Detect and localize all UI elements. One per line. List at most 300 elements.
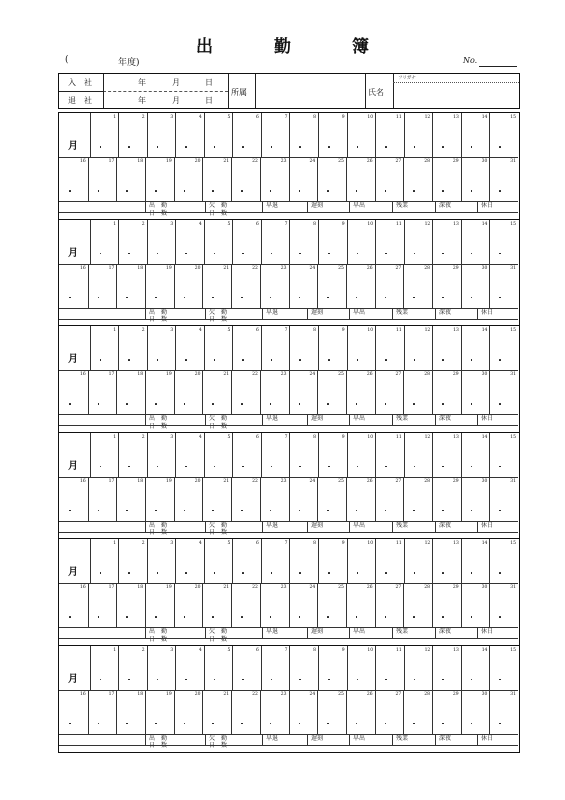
- day-col-divider: [347, 220, 348, 264]
- day-cell-dot[interactable]: [69, 190, 71, 192]
- day-cell-dot[interactable]: [299, 403, 301, 405]
- day-col-divider: [232, 113, 233, 157]
- day-col-divider: [204, 646, 205, 690]
- day-cell-dot[interactable]: [128, 466, 130, 468]
- day-cell-dot[interactable]: [185, 146, 187, 148]
- day-number: 1: [113, 647, 117, 653]
- day-number: 11: [395, 221, 402, 227]
- day-cell-dot[interactable]: [214, 679, 216, 681]
- day-cell-dot[interactable]: [356, 403, 358, 405]
- day-cell-dot[interactable]: [327, 403, 329, 405]
- day-number: 7: [284, 115, 288, 120]
- day-cell-dot[interactable]: [241, 403, 243, 405]
- day-cell-dot[interactable]: [126, 723, 128, 725]
- day-cell-dot[interactable]: [270, 616, 272, 618]
- day-cell-dot[interactable]: [157, 146, 159, 148]
- day-number: 3: [170, 647, 174, 653]
- day-number: 20: [194, 159, 201, 164]
- day-col-divider: [118, 433, 119, 477]
- day-cell-dot[interactable]: [499, 723, 501, 725]
- day-cell-dot[interactable]: [157, 359, 159, 361]
- day-cell-dot[interactable]: [385, 510, 387, 512]
- day-cell-dot[interactable]: [185, 359, 187, 361]
- day-col-divider: [204, 113, 205, 157]
- day-number: 5: [227, 541, 231, 546]
- day-cell-dot[interactable]: [442, 466, 444, 468]
- day-cell-dot[interactable]: [184, 510, 186, 512]
- day-number: 28: [424, 478, 430, 484]
- summary-label-holiday: 休日: [481, 734, 494, 742]
- day-col-divider: [346, 583, 347, 627]
- day-cell-dot[interactable]: [356, 510, 358, 512]
- day-cell-dot[interactable]: [499, 297, 501, 299]
- day-cell-dot[interactable]: [328, 572, 330, 574]
- day-cell-dot[interactable]: [299, 146, 301, 148]
- day-number: 26: [366, 691, 373, 697]
- day-col-divider: [489, 433, 490, 477]
- summary-col-divider: [477, 627, 478, 638]
- day-cell-dot[interactable]: [471, 510, 473, 512]
- day-cell-dot[interactable]: [157, 572, 159, 574]
- day-cell-dot[interactable]: [442, 190, 444, 192]
- day-cell-dot[interactable]: [499, 572, 501, 574]
- day-cell-dot[interactable]: [212, 616, 214, 618]
- day-cell-dot[interactable]: [299, 297, 301, 299]
- month-label: 月: [68, 141, 78, 152]
- day-col-divider: [202, 370, 203, 414]
- day-cell-dot[interactable]: [271, 359, 273, 361]
- leave-month-label: 月: [172, 96, 180, 105]
- day-cell-dot[interactable]: [98, 190, 100, 192]
- day-cell-dot[interactable]: [214, 359, 216, 361]
- day-cell-dot[interactable]: [69, 403, 71, 405]
- day-col-divider: [204, 433, 205, 477]
- year-label: 年度): [118, 58, 140, 68]
- day-cell-dot[interactable]: [442, 572, 444, 574]
- day-cell-dot[interactable]: [69, 510, 71, 512]
- summary-col-divider: [205, 734, 206, 745]
- day-number: 10: [367, 647, 374, 653]
- day-col-divider: [375, 113, 376, 157]
- day-col-divider: [346, 157, 347, 201]
- furigana-divider: [393, 82, 519, 83]
- day-cell-dot[interactable]: [385, 403, 387, 405]
- day-cell-dot[interactable]: [328, 359, 330, 361]
- day-cell-dot[interactable]: [357, 466, 359, 468]
- day-cell-dot[interactable]: [100, 679, 102, 681]
- day-number: 30: [481, 478, 488, 484]
- summary-label-late: 遅刻: [311, 628, 324, 635]
- day-number: 13: [453, 221, 459, 227]
- day-cell-dot[interactable]: [442, 403, 444, 405]
- day-number: 14: [481, 541, 488, 546]
- summary-col-divider: [145, 627, 146, 638]
- day-cell-dot[interactable]: [414, 679, 416, 681]
- day-number: 13: [453, 115, 459, 120]
- day-cell-dot[interactable]: [242, 679, 244, 681]
- day-col-divider: [175, 433, 176, 477]
- day-cell-dot[interactable]: [299, 572, 301, 574]
- day-cell-dot[interactable]: [100, 146, 102, 148]
- day-number: 15: [510, 434, 516, 440]
- day-number: 9: [341, 328, 345, 333]
- day-col-divider: [403, 583, 404, 627]
- day-cell-dot[interactable]: [357, 359, 359, 361]
- day-number: 6: [256, 115, 259, 120]
- summary-label-early-leave: 早退: [266, 628, 279, 635]
- day-number: 13: [453, 328, 459, 333]
- day-cell-dot[interactable]: [212, 723, 214, 725]
- day-col-divider: [289, 220, 290, 264]
- day-cell-dot[interactable]: [242, 253, 244, 255]
- day-cell-dot[interactable]: [328, 679, 330, 681]
- day-cell-dot[interactable]: [128, 359, 130, 361]
- day-cell-dot[interactable]: [328, 253, 330, 255]
- day-cell-dot[interactable]: [126, 297, 128, 299]
- day-number: 15: [510, 115, 516, 120]
- day-cell-dot[interactable]: [69, 616, 71, 618]
- day-number: 6: [256, 221, 259, 227]
- summary-row-divider: [59, 745, 518, 746]
- day-cell-dot[interactable]: [271, 466, 273, 468]
- day-col-divider: [261, 539, 262, 583]
- day-cell-dot[interactable]: [413, 616, 415, 618]
- day-col-divider: [432, 370, 433, 414]
- day-cell-dot[interactable]: [270, 723, 272, 725]
- day-cell-dot[interactable]: [241, 510, 243, 512]
- day-cell-dot[interactable]: [442, 679, 444, 681]
- day-cell-dot[interactable]: [357, 253, 359, 255]
- day-cell-dot[interactable]: [356, 723, 358, 725]
- day-number: 1: [113, 115, 117, 120]
- day-col-divider: [116, 157, 117, 201]
- day-cell-dot[interactable]: [128, 572, 130, 574]
- page-title: 出 勤 簿: [196, 37, 391, 57]
- day-cell-dot[interactable]: [357, 679, 359, 681]
- day-cell-dot[interactable]: [413, 403, 415, 405]
- day-col-divider: [147, 326, 148, 370]
- day-cell-dot[interactable]: [271, 679, 273, 681]
- day-cell-dot[interactable]: [385, 466, 387, 468]
- day-col-divider: [375, 539, 376, 583]
- day-cell-dot[interactable]: [471, 253, 473, 255]
- day-cell-dot[interactable]: [414, 253, 416, 255]
- day-number: 11: [395, 647, 402, 653]
- day-col-divider: [461, 690, 462, 734]
- day-col-divider: [317, 370, 318, 414]
- day-cell-dot[interactable]: [126, 403, 128, 405]
- day-col-divider: [404, 646, 405, 690]
- day-cell-dot[interactable]: [414, 572, 416, 574]
- day-cell-dot[interactable]: [241, 723, 243, 725]
- day-number: 19: [166, 265, 172, 271]
- day-cell-dot[interactable]: [241, 616, 243, 618]
- day-cell-dot[interactable]: [98, 616, 100, 618]
- day-cell-dot[interactable]: [327, 510, 329, 512]
- summary-label-attend: 出 勤 日 数: [149, 521, 168, 536]
- day-cell-dot[interactable]: [69, 723, 71, 725]
- day-number: 18: [137, 372, 144, 377]
- day-cell-dot[interactable]: [69, 297, 71, 299]
- day-cell-dot[interactable]: [442, 723, 444, 725]
- summary-col-divider: [392, 414, 393, 425]
- day-cell-dot[interactable]: [212, 403, 214, 405]
- day-cell-dot[interactable]: [299, 466, 301, 468]
- day-cell-dot[interactable]: [499, 679, 501, 681]
- day-cell-dot[interactable]: [157, 466, 159, 468]
- day-cell-dot[interactable]: [271, 572, 273, 574]
- day-cell-dot[interactable]: [299, 359, 301, 361]
- day-cell-dot[interactable]: [100, 359, 102, 361]
- summary-col-divider: [392, 734, 393, 745]
- day-cell-dot[interactable]: [442, 616, 444, 618]
- info-divider: [393, 74, 394, 108]
- day-cell-dot[interactable]: [184, 723, 186, 725]
- day-col-divider: [318, 326, 319, 370]
- day-number: 29: [452, 265, 459, 271]
- summary-label-late: 遅刻: [311, 202, 324, 209]
- day-number: 17: [108, 585, 115, 590]
- day-number: 2: [141, 541, 145, 546]
- day-number: 10: [367, 221, 374, 227]
- day-cell-dot[interactable]: [128, 253, 130, 255]
- day-cell-dot[interactable]: [385, 723, 387, 725]
- day-cell-dot[interactable]: [327, 190, 329, 192]
- day-cell-dot[interactable]: [155, 723, 157, 725]
- day-cell-dot[interactable]: [471, 572, 473, 574]
- day-number: 27: [395, 691, 402, 697]
- day-cell-dot[interactable]: [299, 510, 301, 512]
- day-cell-dot[interactable]: [100, 253, 102, 255]
- day-cell-dot[interactable]: [413, 297, 415, 299]
- summary-col-divider: [392, 308, 393, 319]
- day-cell-dot[interactable]: [270, 403, 272, 405]
- day-number: 13: [453, 647, 459, 653]
- day-cell-dot[interactable]: [327, 723, 329, 725]
- day-cell-dot[interactable]: [100, 466, 102, 468]
- day-cell-dot[interactable]: [442, 297, 444, 299]
- day-cell-dot[interactable]: [442, 146, 444, 148]
- day-cell-dot[interactable]: [155, 297, 157, 299]
- day-number: 12: [424, 541, 431, 546]
- day-cell-dot[interactable]: [471, 146, 473, 148]
- number-label: No.: [463, 56, 478, 65]
- day-cell-dot[interactable]: [242, 146, 244, 148]
- day-cell-dot[interactable]: [299, 723, 301, 725]
- day-cell-dot[interactable]: [128, 146, 130, 148]
- day-col-divider: [260, 477, 261, 521]
- day-number: 25: [338, 691, 344, 697]
- day-cell-dot[interactable]: [155, 403, 157, 405]
- day-cell-dot[interactable]: [214, 253, 216, 255]
- day-cell-dot[interactable]: [357, 146, 359, 148]
- day-cell-dot[interactable]: [357, 572, 359, 574]
- day-cell-dot[interactable]: [385, 253, 387, 255]
- day-number: 21: [223, 478, 230, 484]
- day-cell-dot[interactable]: [184, 190, 186, 192]
- day-cell-dot[interactable]: [184, 616, 186, 618]
- day-number: 18: [137, 265, 144, 271]
- day-cell-dot[interactable]: [471, 297, 473, 299]
- day-cell-dot[interactable]: [413, 723, 415, 725]
- day-cell-dot[interactable]: [413, 190, 415, 192]
- day-cell-dot[interactable]: [414, 146, 416, 148]
- day-cell-dot[interactable]: [442, 510, 444, 512]
- day-cell-dot[interactable]: [184, 403, 186, 405]
- day-number: 17: [108, 265, 115, 271]
- day-col-divider: [261, 433, 262, 477]
- day-number: 23: [280, 478, 287, 484]
- day-cell-dot[interactable]: [499, 146, 501, 148]
- day-col-divider: [289, 646, 290, 690]
- day-number: 2: [141, 647, 145, 653]
- day-cell-dot[interactable]: [98, 403, 100, 405]
- day-cell-dot[interactable]: [471, 723, 473, 725]
- day-col-divider: [346, 690, 347, 734]
- day-cell-dot[interactable]: [356, 190, 358, 192]
- day-number: 10: [367, 434, 374, 440]
- day-cell-dot[interactable]: [385, 679, 387, 681]
- day-cell-dot[interactable]: [185, 466, 187, 468]
- day-cell-dot[interactable]: [212, 297, 214, 299]
- day-cell-dot[interactable]: [98, 297, 100, 299]
- day-cell-dot[interactable]: [385, 359, 387, 361]
- day-col-divider: [232, 433, 233, 477]
- day-cell-dot[interactable]: [214, 146, 216, 148]
- day-cell-dot[interactable]: [385, 572, 387, 574]
- day-cell-dot[interactable]: [299, 253, 301, 255]
- day-cell-dot[interactable]: [499, 616, 501, 618]
- day-col-divider: [375, 157, 376, 201]
- day-cell-dot[interactable]: [271, 146, 273, 148]
- day-number: 31: [510, 372, 516, 377]
- day-col-divider: [461, 646, 462, 690]
- day-col-divider: [432, 113, 433, 157]
- day-cell-dot[interactable]: [128, 679, 130, 681]
- month-label: 月: [68, 247, 78, 259]
- day-cell-dot[interactable]: [499, 510, 501, 512]
- day-col-divider: [432, 583, 433, 627]
- day-col-divider: [375, 433, 376, 477]
- day-col-divider: [204, 220, 205, 264]
- day-cell-dot[interactable]: [185, 572, 187, 574]
- day-cell-dot[interactable]: [242, 359, 244, 361]
- day-cell-dot[interactable]: [155, 616, 157, 618]
- day-cell-dot[interactable]: [241, 190, 243, 192]
- day-cell-dot[interactable]: [299, 190, 301, 192]
- day-cell-dot[interactable]: [328, 466, 330, 468]
- day-cell-dot[interactable]: [499, 466, 501, 468]
- month-label: 月: [68, 460, 78, 472]
- day-col-divider: [174, 264, 175, 308]
- day-cell-dot[interactable]: [442, 253, 444, 255]
- day-cell-dot[interactable]: [271, 253, 273, 255]
- summary-row-divider: [59, 319, 518, 320]
- day-cell-dot[interactable]: [98, 510, 100, 512]
- day-cell-dot[interactable]: [385, 297, 387, 299]
- day-cell-dot[interactable]: [328, 146, 330, 148]
- day-cell-dot[interactable]: [214, 466, 216, 468]
- day-cell-dot[interactable]: [413, 510, 415, 512]
- day-cell-dot[interactable]: [471, 466, 473, 468]
- day-cell-dot[interactable]: [126, 616, 128, 618]
- day-col-divider: [317, 157, 318, 201]
- day-cell-dot[interactable]: [414, 359, 416, 361]
- day-cell-dot[interactable]: [385, 190, 387, 192]
- day-cell-dot[interactable]: [184, 297, 186, 299]
- day-cell-dot[interactable]: [385, 616, 387, 618]
- day-cell-dot[interactable]: [157, 679, 159, 681]
- day-col-divider: [289, 539, 290, 583]
- day-cell-dot[interactable]: [242, 572, 244, 574]
- day-cell-dot[interactable]: [242, 466, 244, 468]
- day-col-divider: [232, 539, 233, 583]
- day-cell-dot[interactable]: [471, 359, 473, 361]
- day-cell-dot[interactable]: [155, 510, 157, 512]
- day-col-divider: [403, 477, 404, 521]
- day-number: 3: [170, 434, 174, 440]
- day-cell-dot[interactable]: [185, 679, 187, 681]
- day-cell-dot[interactable]: [212, 510, 214, 512]
- day-col-divider: [232, 326, 233, 370]
- day-cell-dot[interactable]: [270, 510, 272, 512]
- day-cell-dot[interactable]: [499, 359, 501, 361]
- day-number: 14: [481, 647, 488, 653]
- day-cell-dot[interactable]: [241, 297, 243, 299]
- day-cell-dot[interactable]: [356, 297, 358, 299]
- day-cell-dot[interactable]: [157, 253, 159, 255]
- day-col-divider: [318, 646, 319, 690]
- number-field[interactable]: [479, 66, 517, 67]
- day-cell-dot[interactable]: [471, 616, 473, 618]
- summary-label-night: 深夜: [439, 308, 452, 316]
- day-cell-dot[interactable]: [214, 572, 216, 574]
- day-cell-dot[interactable]: [185, 253, 187, 255]
- join-year-label: 年: [138, 78, 146, 87]
- day-cell-dot[interactable]: [155, 190, 157, 192]
- day-cell-dot[interactable]: [499, 253, 501, 255]
- day-cell-dot[interactable]: [414, 466, 416, 468]
- day-cell-dot[interactable]: [471, 679, 473, 681]
- day-number: 14: [481, 115, 488, 120]
- day-col-divider: [403, 157, 404, 201]
- day-col-divider: [404, 433, 405, 477]
- day-cell-dot[interactable]: [270, 297, 272, 299]
- day-cell-dot[interactable]: [299, 679, 301, 681]
- day-cell-dot[interactable]: [126, 510, 128, 512]
- day-cell-dot[interactable]: [299, 616, 301, 618]
- day-cell-dot[interactable]: [471, 190, 473, 192]
- day-cell-dot[interactable]: [499, 403, 501, 405]
- day-cell-dot[interactable]: [385, 146, 387, 148]
- day-cell-dot[interactable]: [442, 359, 444, 361]
- day-number: 22: [252, 691, 258, 697]
- day-cell-dot[interactable]: [471, 403, 473, 405]
- summary-col-divider: [392, 627, 393, 638]
- day-cell-dot[interactable]: [499, 190, 501, 192]
- day-number: 19: [166, 159, 172, 164]
- day-number: 31: [510, 265, 516, 271]
- summary-col-divider: [435, 521, 436, 532]
- day-cell-dot[interactable]: [327, 616, 329, 618]
- day-cell-dot[interactable]: [327, 297, 329, 299]
- day-cell-dot[interactable]: [98, 723, 100, 725]
- day-cell-dot[interactable]: [270, 190, 272, 192]
- day-cell-dot[interactable]: [212, 190, 214, 192]
- day-cell-dot[interactable]: [100, 572, 102, 574]
- day-cell-dot[interactable]: [356, 616, 358, 618]
- day-cell-dot[interactable]: [126, 190, 128, 192]
